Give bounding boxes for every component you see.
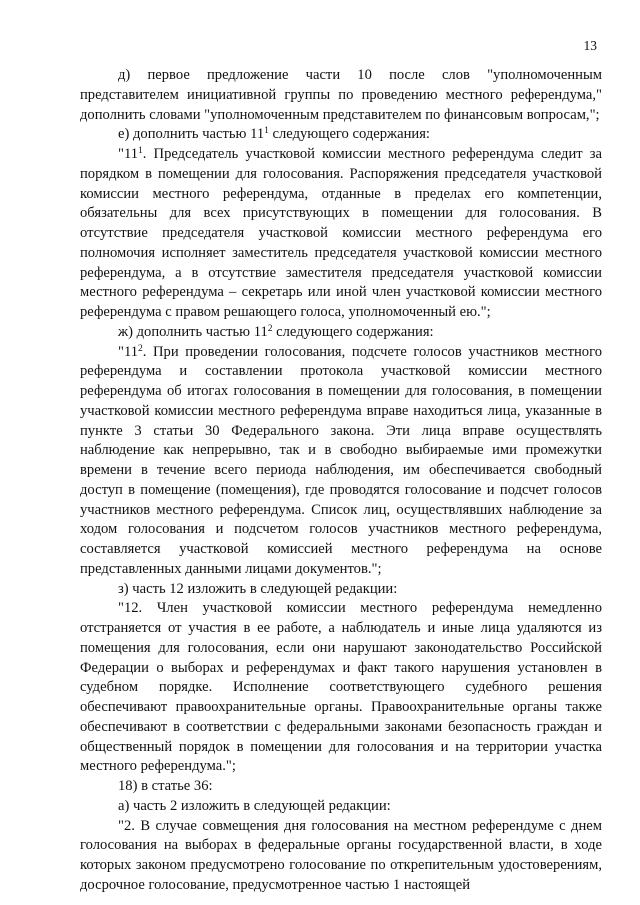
superscript-index: 2 [267,323,273,334]
text-run: "11 [118,146,139,162]
text-run: ж) дополнить частью 11 [118,323,268,340]
amendment-item [80,323,602,343]
text-run: "11 [118,343,139,360]
page-number: 13 [583,38,597,53]
text-run: а) часть 2 изложить в следующей редакции: [118,797,391,814]
amendment-item [80,777,602,797]
superscript-index: 2 [138,343,143,354]
paragraph-text [80,343,602,580]
superscript-index: 1 [138,146,143,156]
text-run: "2. В случае совмещения дня голосования на местном референдуме с днем голосования на выборах в федеральные органы государственной власти, в ходе которых законом предусмотрено голосование по открепительным удостоверениям, досрочное голосование, предусмотренное частью 1 настоящей [80,817,602,893]
text-run: д) первое предложение части 10 после слов "уполномоченным представителем инициативной группы по проведению местного референдума," дополнить словами "уполномоченным представителем по финансовым вопросам,"; [80,67,602,123]
paragraph-text [80,66,602,125]
text-run: з) часть 12 изложить в следующей редакции: [118,580,398,597]
text-run: следующего содержания: [268,126,430,143]
text-run: "12. Член участковой комиссии местного референдума немедленно отстраняется от участия в ее работе, а наблюдатель и иные лица удаляются из помещения для голосования, если они нарушают законодательство Российской Федерации о выборах и референдумах и факт такого нарушения установлен в судебном порядке. Исполнение соответствующего судебного решения обеспечивают правоохранительные органы. Правоохранительные органы также обеспечивают в соответствии с федеральными законами безопасность граждан и общественный порядок в помещении для голосования и на территории участка местного референдума."; [80,600,602,775]
paragraph-text [80,145,602,323]
text-run: е) дополнить частью 11 [118,126,265,143]
superscript-index: 1 [264,126,269,137]
amendment-item [80,797,602,817]
text-run: следующего содержания: [272,323,434,340]
text-run: . Председатель участковой комиссии местного референдума следит за порядком в помещении для голосования. Распоряжения председателя участковой комиссии местного референдума, отданные в пределах его компетенции, обязательны для всех присутствующих в помещении для голосования. В отсутствие председателя участковой комиссии местного референдума его полномочия исполняет заместитель председателя участковой комиссии местного референдума, а в отсутствие заместителя председателя участковой комиссии местного референдума – секретарь или иной член участковой комиссии местного референдума с правом решающего голоса, уполномоченный ею."; [80,146,602,320]
document-body [80,66,602,896]
paragraph-text [80,599,602,777]
text-run: . При проведении голосования, подсчете голосов участников местного референдума и составлении протокола участковой комиссии местного референдума об итогах голосования в помещении для голосования, в помещении участковой комиссии местного референдума вправе находиться лица, указанные в пункте 3 статьи 30 Федерального закона. Эти лица вправе осуществлять наблюдение как непрерывно, так и в свободно выбираемые ими промежутки времени в течение всего периода наблюдения, им обеспечивается свободный доступ в помещение (помещения), где проводятся голосование и подсчет голосов участников местного референдума. Список лиц, осуществлявших наблюдение за ходом голосования и подсчетом голосов участников местного референдума, составляется участковой комиссией местного референдума на основе представленных данными лицами документов."; [80,343,602,577]
amendment-item [80,580,602,600]
amendment-item [80,125,602,145]
text-run: 18) в статье 36: [118,778,213,794]
paragraph-text [80,817,602,896]
